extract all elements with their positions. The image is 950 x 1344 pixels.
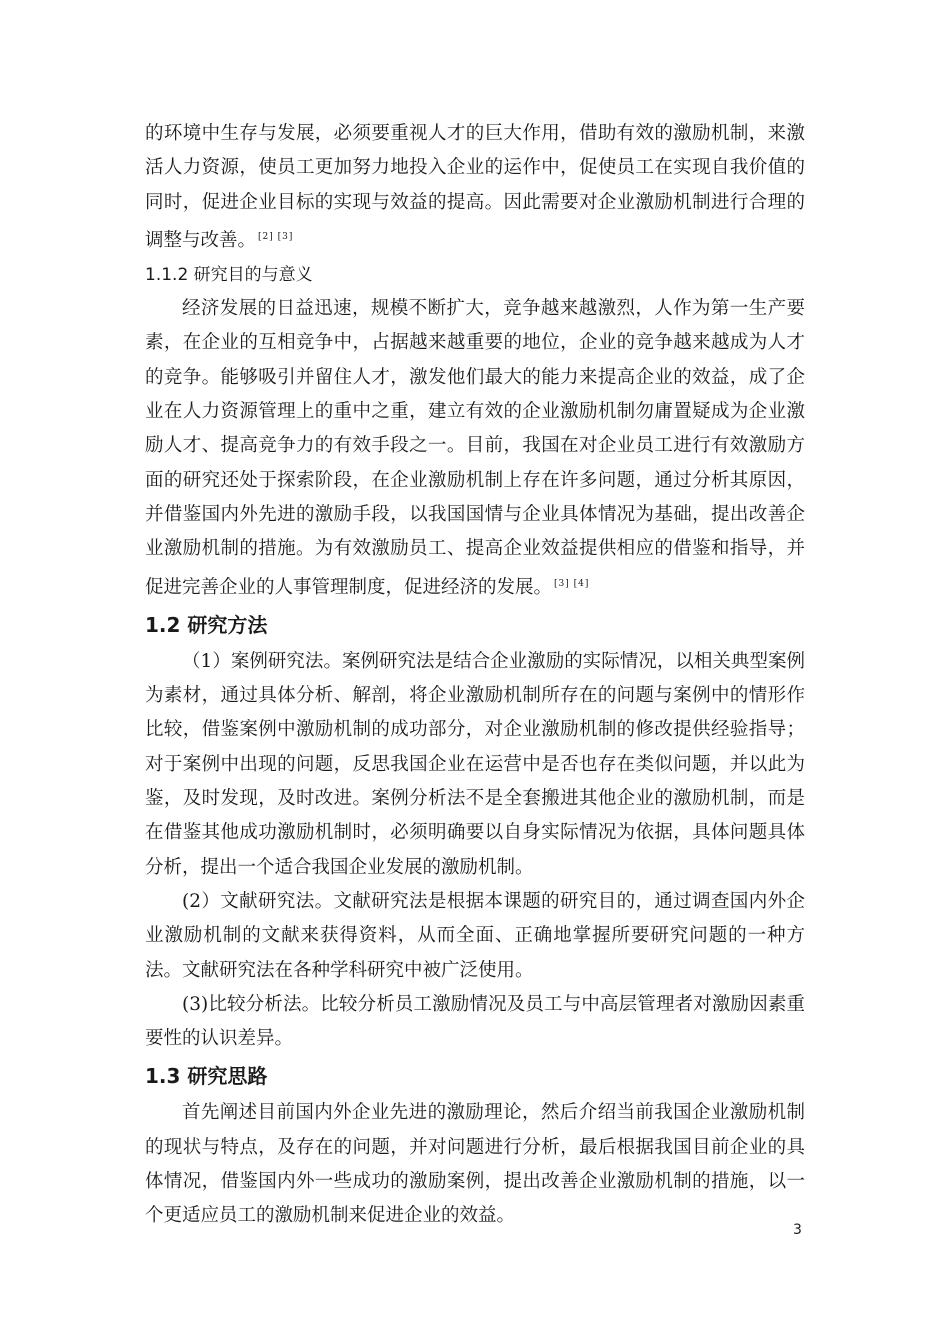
purpose-paragraph-text: 经济发展的日益迅速，规模不断扩大，竞争越来越激烈，人作为第一生产要素，在企业的互相竞争中，占据越来越重要的地位，企业的竞争越来越成为人才的竞争。能够吸引并留住人才，激发他们最大的能力来提高企业的效益，成了企业在人力资源管理上的重中之重，建立有效的企业激励机制勿庸置疑成为企业激励人才、提高竞争力的有效手段之一。目前，我国在对企业员工进行有效激励方面的研究还处于探索阶段，在企业激励机制上存在许多问题，通过分析其原因，并借鉴国内外先进的激励手段，以我国国情与企业具体情况为基础，提出改善企业激励机制的措施。为有效激励员工、提高企业效益提供相应的借鉴和指导，并促进完善企业的人事管理制度，促进经济的发展。 [145, 298, 805, 598]
page-number: 3 [793, 1222, 802, 1238]
method-literature-paragraph: (2）文献研究法。文献研究法是根据本课题的研究目的，通过调查国内外企业激励机制的文献来获得资料，从而全面、正确地掌握所要研究问题的一种方法。文献研究法在各种学科研究中被广泛使用。 [145, 890, 805, 981]
intro-paragraph [145, 117, 805, 258]
intro-paragraph-text: 的环境中生存与发展，必须要重视人才的巨大作用，借助有效的激励机制，来激活人力资源，使员工更加努力地投入企业的运作中，促使员工在实现自我价值的同时，促进企业目标的实现与效益的提高。因此需要对企业激励机制进行合理的调整与改善。 [145, 123, 805, 251]
section-heading-1-1-2: 1.1.2 研究目的与意义 [145, 265, 313, 286]
page-content [145, 117, 805, 1234]
citation: [2] [3] [258, 231, 294, 242]
purpose-paragraph [145, 292, 805, 605]
method-case-study-paragraph: （1）案例研究法。案例研究法是结合企业激励的实际情况，以相关典型案例为素材，通过具体分析、解剖，将企业激励机制所存在的问题与案例中的情形作比较，借鉴案例中激励机制的成功部分，对企业激励机制的修改提供经验指导；对于案例中出现的问题，反思我国企业在运营中是否也存在类似问题，并以此为鉴，及时发现，及时改进。案例分析法不是全套搬进其他企业的激励机制，而是在借鉴其他成功激励机制时，必须明确要以自身实际情况为依据，具体问题具体分析，提出一个适合我国企业发展的激励机制。 [145, 650, 805, 878]
section-heading-1-2: 1.2 研究方法 [145, 612, 268, 637]
method-comparison-paragraph: (3)比较分析法。比较分析员工激励情况及员工与中高层管理者对激励因素重要性的认识差异。 [145, 993, 805, 1050]
research-approach-paragraph: 首先阐述目前国内外企业先进的激励理论，然后介绍当前我国企业激励机制的现状与特点，及存在的问题，并对问题进行分析，最后根据我国目前企业的具体情况，借鉴国内外一些成功的激励案例，提出改善企业激励机制的措施，以一个更适应员工的激励机制来促进企业的效益。 [145, 1102, 805, 1227]
citation: [3] [4] [554, 578, 590, 589]
section-heading-1-3: 1.3 研究思路 [145, 1064, 268, 1089]
